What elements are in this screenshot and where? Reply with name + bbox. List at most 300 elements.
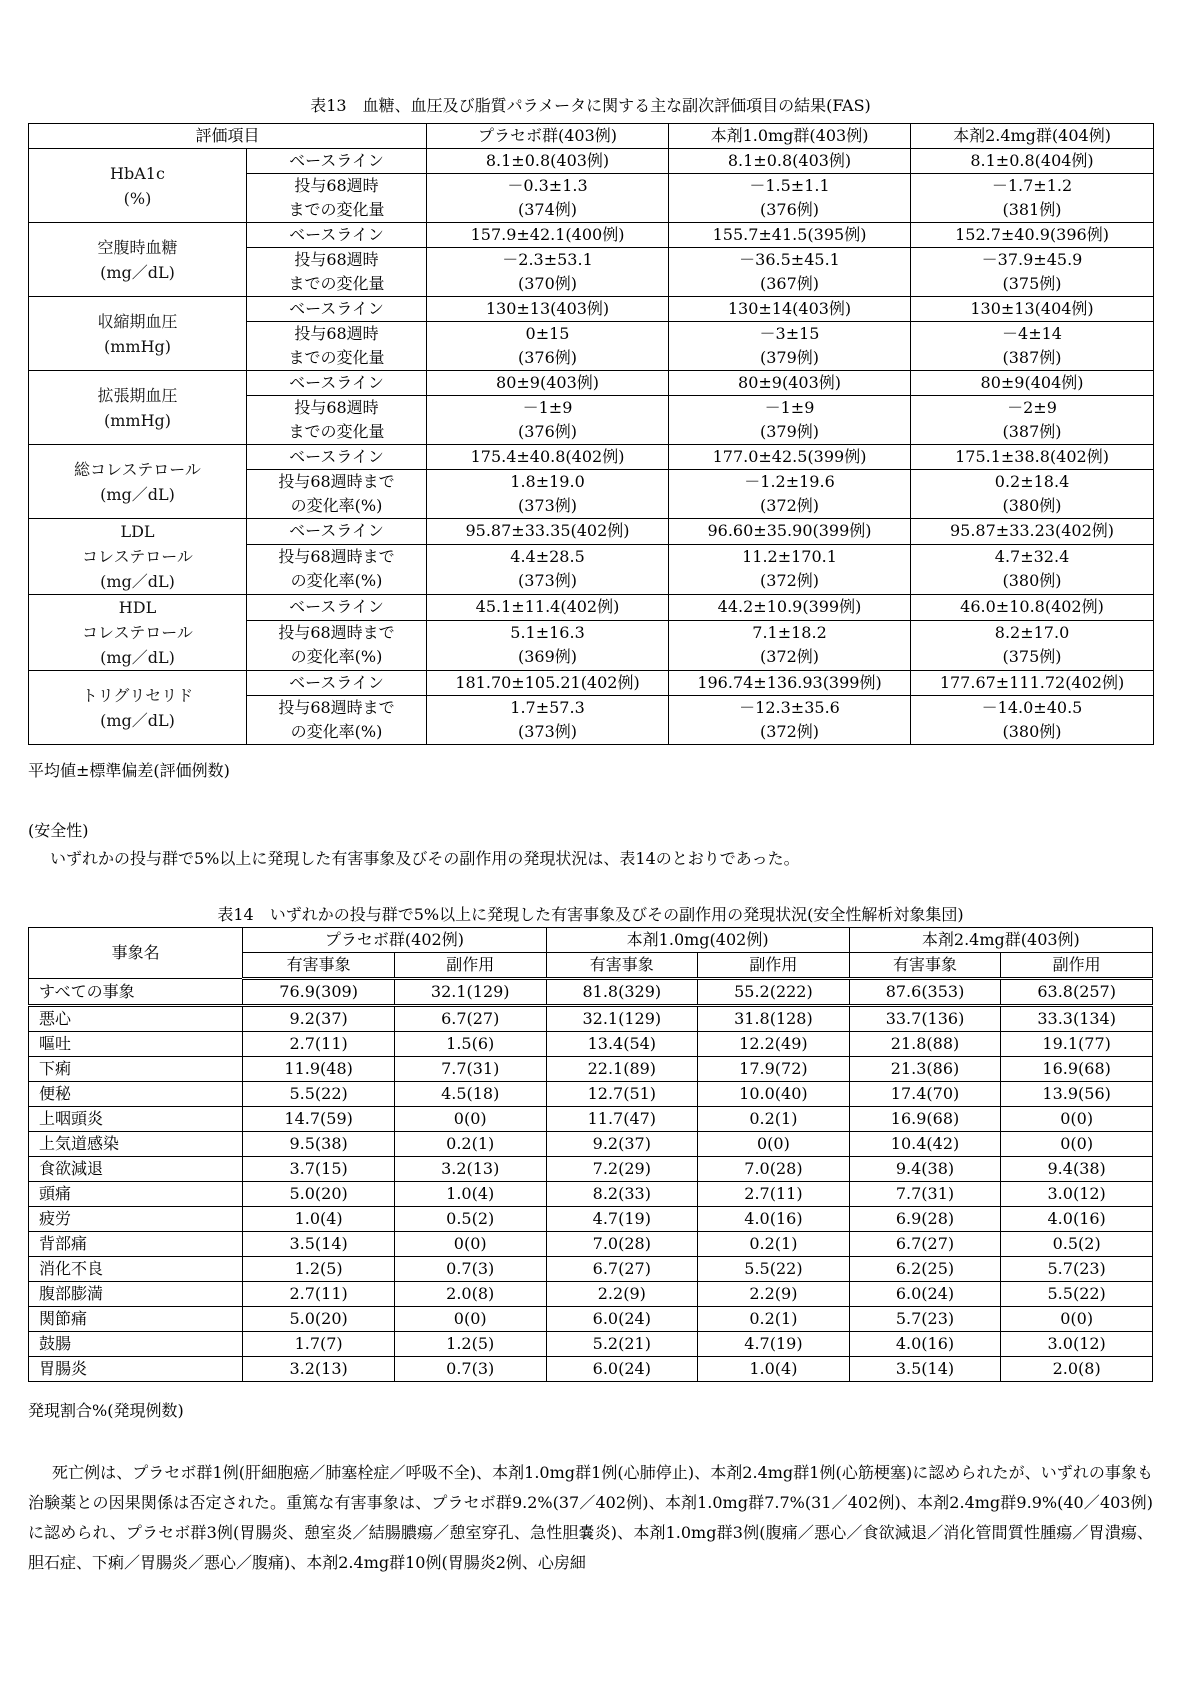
change-n: (381例) [1002,200,1062,219]
table13-baseline-row [29,223,1154,248]
change-n: (373例) [518,571,578,591]
event-value: 6.9(28) [849,1207,1001,1232]
change-label [247,620,427,670]
change-label [247,470,427,519]
change-label-line: までの変化量 [288,422,385,441]
event-value: 2.7(11) [243,1032,395,1057]
baseline-value: 152.7±40.9(396例) [911,223,1154,248]
event-value: 1.0(4) [243,1207,395,1232]
table14 [28,927,1153,1382]
event-value: 0(0) [394,1107,546,1132]
table13-baseline-row [29,595,1154,621]
change-mean-sd: －0.3±1.3 [507,176,588,195]
change-mean-sd: 8.2±17.0 [994,623,1070,643]
event-value: 31.8(128) [698,1006,850,1032]
change-value [427,620,669,670]
change-label [247,174,427,223]
change-n: (376例) [518,348,578,367]
safety-text: いずれかの投与群で5%以上に発現した有害事象及びその副作用の発現状況は、表14のとおりであった。 [50,849,800,868]
subheader-adr: 副作用 [1001,953,1153,979]
baseline-value: 175.4±40.8(402例) [427,445,669,470]
table14-row [29,1006,1153,1032]
change-mean-sd: 4.7±32.4 [994,547,1070,567]
baseline-value: 46.0±10.8(402例) [911,595,1154,621]
event-value: 4.5(18) [394,1082,546,1107]
event-value: 4.0(16) [1001,1207,1153,1232]
item-name-line: 収縮期血圧 [97,311,178,331]
death-paragraph: 死亡例は、プラセボ群1例(肝細胞癌／肺塞栓症／呼吸不全)、本剤1.0mg群1例(心肺停止)、本剤2.4mg群1例(心筋梗塞)に認められたが、いずれの事象も治験薬との因果関係は否定された。重篤な有害事象は、プラセボ群9.2%(37／402例)、本剤1.0mg群7.7%(31／402例)、本剤2.4mg群9.9%(40／403例)に認められ、プラセボ群3例(胃腸炎、憩室炎／結腸膿瘍／憩室穿孔、急性胆嚢炎)、本剤1.0mg群3例(腹痛／悪心／食欲減退／消化管間質性腫瘍／胃潰瘍、胆石症、下痢／胃腸炎／悪心／腹痛)、本剤2.4mg群10例(胃腸炎2例、心房細 [28,1463,1153,1572]
event-value: 0.5(2) [1001,1232,1153,1257]
header-1mg: 本剤1.0mg群(403例) [669,124,911,149]
baseline-value: 196.74±136.93(399例) [669,671,911,696]
event-value: 0(0) [394,1232,546,1257]
event-value: 5.0(20) [243,1182,395,1207]
event-value: 55.2(222) [698,979,850,1006]
event-value: 1.7(7) [243,1332,395,1357]
table14-row [29,1232,1153,1257]
item-name [29,671,247,745]
header-item: 評価項目 [29,124,427,149]
event-name: 上咽頭炎 [29,1107,243,1132]
table14-row [29,1357,1153,1382]
change-value [427,174,669,223]
event-value: 9.4(38) [849,1157,1001,1182]
event-value: 32.1(129) [546,1006,698,1032]
item-name-line: (mg／dL) [100,484,175,504]
event-value: 12.2(49) [698,1032,850,1057]
baseline-value: 177.67±111.72(402例) [911,671,1154,696]
change-value [669,470,911,519]
event-value: 1.5(6) [394,1032,546,1057]
event-value: 0.2(1) [394,1132,546,1157]
table14-row [29,1257,1153,1282]
change-value [427,696,669,745]
change-value [669,544,911,594]
event-value: 9.5(38) [243,1132,395,1157]
event-value: 5.5(22) [698,1257,850,1282]
change-n: (374例) [518,200,578,219]
change-label-line: の変化率(%) [290,571,383,591]
event-value: 9.4(38) [1001,1157,1153,1182]
change-mean-sd: －12.3±35.6 [739,698,840,717]
change-label-line: までの変化量 [288,274,385,293]
change-value [427,470,669,519]
event-value: 6.7(27) [849,1232,1001,1257]
item-name-line: コレステロール [82,623,193,642]
event-value: 3.5(14) [243,1232,395,1257]
event-value: 3.2(13) [243,1357,395,1382]
subheader-adr: 副作用 [698,953,850,979]
event-value: 2.7(11) [698,1182,850,1207]
change-mean-sd: 7.1±18.2 [752,623,827,643]
baseline-value: 130±13(403例) [427,297,669,322]
event-value: 2.2(9) [546,1282,698,1307]
event-value: 6.0(24) [546,1357,698,1382]
change-n: (372例) [760,722,820,741]
change-label-line: 投与68週時 [294,250,379,269]
event-value: 21.3(86) [849,1057,1001,1082]
header-group-2mg: 本剤2.4mg群(403例) [849,928,1152,953]
event-value: 0.2(1) [698,1232,850,1257]
change-mean-sd: 1.8±19.0 [510,472,585,491]
event-value: 7.0(28) [698,1157,850,1182]
table13-note: 平均値±標準偏差(評価例数) [28,761,230,780]
baseline-label: ベースライン [247,671,427,696]
change-n: (369例) [518,647,578,667]
event-value: 0.2(1) [698,1107,850,1132]
change-label-line: 投与68週時まで [278,472,395,491]
change-label-line: の変化率(%) [290,496,383,515]
table14-caption: 表14 いずれかの投与群で5%以上に発現した有害事象及びその副作用の発現状況(安全性解析対象集団) [217,905,964,924]
event-value: 4.0(16) [849,1332,1001,1357]
event-value: 19.1(77) [1001,1032,1153,1057]
change-n: (375例) [1002,647,1062,667]
change-value [911,248,1154,297]
table13-header-row [29,124,1154,149]
event-value: 5.7(23) [1001,1257,1153,1282]
header-placebo: プラセボ群(403例) [427,124,669,149]
table13-baseline-row [29,519,1154,545]
item-name-line: (mg／dL) [100,262,175,282]
event-value: 6.7(27) [546,1257,698,1282]
change-label-line: 投与68週時まで [278,698,395,717]
change-n: (375例) [1002,274,1062,293]
change-n: (380例) [1002,496,1062,515]
item-name-line: (%) [123,188,152,208]
change-n: (370例) [518,274,578,293]
event-name: 鼓腸 [29,1332,243,1357]
subheader-ae: 有害事象 [243,953,395,979]
event-name: 消化不良 [29,1257,243,1282]
change-label-line: の変化率(%) [290,722,383,741]
table14-row [29,1157,1153,1182]
table14-row [29,1207,1153,1232]
change-label-line: 投与68週時 [294,324,379,343]
baseline-value: 80±9(403例) [427,371,669,396]
item-name-line: トリグリセリド [81,685,194,705]
subheader-adr: 副作用 [394,953,546,979]
event-value: 2.0(8) [1001,1357,1153,1382]
change-value [911,696,1154,745]
change-value [427,248,669,297]
item-name-line: (mg／dL) [100,648,175,667]
item-name [29,595,247,671]
baseline-label: ベースライン [247,297,427,322]
change-label-line: 投与68週時 [294,398,379,417]
event-value: 2.2(9) [698,1282,850,1307]
table13 [28,123,1154,745]
change-mean-sd: 0.2±18.4 [994,472,1070,491]
event-value: 2.0(8) [394,1282,546,1307]
event-name: 胃腸炎 [29,1357,243,1382]
change-mean-sd: －37.9±45.9 [981,250,1083,269]
change-mean-sd: －14.0±40.5 [981,698,1083,717]
table13-caption: 表13 血糖、血圧及び脂質パラメータに関する主な副次評価項目の結果(FAS) [310,96,871,115]
event-value: 3.0(12) [1001,1182,1153,1207]
item-name [29,445,247,519]
change-n: (372例) [760,496,820,515]
event-value: 1.2(5) [243,1257,395,1282]
header-2mg: 本剤2.4mg群(404例) [911,124,1154,149]
baseline-value: 130±14(403例) [669,297,911,322]
change-label-line: の変化率(%) [290,647,383,667]
event-value: 0.2(1) [698,1307,850,1332]
event-value: 9.2(37) [546,1132,698,1157]
event-value: 13.9(56) [1001,1082,1153,1107]
item-name [29,519,247,595]
change-n: (387例) [1002,348,1062,367]
baseline-value: 80±9(404例) [911,371,1154,396]
change-label [247,544,427,594]
item-name-line: 総コレステロール [74,459,201,479]
event-value: 0.7(3) [394,1357,546,1382]
baseline-value: 157.9±42.1(400例) [427,223,669,248]
baseline-value: 45.1±11.4(402例) [427,595,669,621]
change-mean-sd: －3±15 [759,324,820,343]
table13-baseline-row [29,149,1154,174]
baseline-label: ベースライン [247,149,427,174]
change-n: (372例) [760,647,820,667]
event-value: 2.7(11) [243,1282,395,1307]
table13-baseline-row [29,445,1154,470]
table14-row [29,1332,1153,1357]
table13-baseline-row [29,297,1154,322]
change-n: (373例) [518,722,578,741]
event-value: 1.2(5) [394,1332,546,1357]
event-name: 食欲減退 [29,1157,243,1182]
item-name [29,371,247,445]
event-name: 便秘 [29,1082,243,1107]
table14-row [29,1082,1153,1107]
change-n: (379例) [760,348,820,367]
change-mean-sd: 5.1±16.3 [510,623,585,643]
item-name-line: HbA1c [110,163,165,183]
change-value [911,544,1154,594]
event-value: 5.5(22) [1001,1282,1153,1307]
change-mean-sd: －36.5±45.1 [739,250,840,269]
event-value: 63.8(257) [1001,979,1153,1006]
event-name: 頭痛 [29,1182,243,1207]
baseline-label: ベースライン [247,595,427,621]
event-value: 3.5(14) [849,1357,1001,1382]
item-name [29,297,247,371]
change-label-line: 投与68週時まで [278,547,395,567]
subheader-ae: 有害事象 [546,953,698,979]
safety-heading: (安全性) [28,821,89,840]
change-mean-sd: －2±9 [1007,398,1057,417]
change-mean-sd: －1±9 [522,398,573,417]
change-n: (373例) [518,496,578,515]
change-n: (372例) [760,571,820,591]
change-mean-sd: －1.7±1.2 [991,176,1073,195]
event-name: 背部痛 [29,1232,243,1257]
event-value: 6.0(24) [546,1307,698,1332]
change-n: (380例) [1002,571,1062,591]
event-value: 0(0) [698,1132,850,1157]
change-label-line: までの変化量 [288,348,385,367]
event-value: 22.1(89) [546,1057,698,1082]
event-value: 0(0) [1001,1132,1153,1157]
event-value: 0(0) [1001,1307,1153,1332]
change-label [247,396,427,445]
event-value: 7.7(31) [394,1057,546,1082]
baseline-value: 8.1±0.8(404例) [911,149,1154,174]
event-value: 1.0(4) [394,1182,546,1207]
baseline-value: 96.60±35.90(399例) [669,519,911,545]
change-value [669,620,911,670]
event-name: 関節痛 [29,1307,243,1332]
item-name-line: 空腹時血糖 [97,237,178,257]
baseline-value: 80±9(403例) [669,371,911,396]
event-name: 上気道感染 [29,1132,243,1157]
change-label-line: までの変化量 [288,200,385,219]
table14-row [29,1282,1153,1307]
event-value: 87.6(353) [849,979,1001,1006]
event-value: 7.0(28) [546,1232,698,1257]
event-value: 6.0(24) [849,1282,1001,1307]
change-label [247,696,427,745]
table14-row [29,1107,1153,1132]
subheader-ae: 有害事象 [849,953,1001,979]
change-mean-sd: －1.2±19.6 [744,472,835,491]
change-value [911,396,1154,445]
event-value: 0(0) [394,1307,546,1332]
change-value [669,396,911,445]
change-n: (376例) [518,422,578,441]
table14-row [29,1307,1153,1332]
event-name: 下痢 [29,1057,243,1082]
change-n: (380例) [1002,722,1062,741]
baseline-value: 8.1±0.8(403例) [669,149,911,174]
item-name-line: (mmHg) [103,336,172,356]
item-name-line: (mg／dL) [100,710,175,730]
change-value [911,620,1154,670]
item-name-line: HDL [118,598,157,617]
baseline-label: ベースライン [247,445,427,470]
table14-row [29,1132,1153,1157]
table14-row [29,979,1153,1006]
baseline-value: 155.7±41.5(395例) [669,223,911,248]
change-value [911,174,1154,223]
event-name: すべての事象 [29,979,243,1006]
event-value: 76.9(309) [243,979,395,1006]
table14-row [29,1032,1153,1057]
event-value: 5.7(23) [849,1307,1001,1332]
event-name: 腹部膨満 [29,1282,243,1307]
change-label [247,322,427,371]
event-value: 32.1(129) [394,979,546,1006]
change-n: (387例) [1002,422,1062,441]
event-value: 1.0(4) [698,1357,850,1382]
baseline-value: 95.87±33.35(402例) [427,519,669,545]
event-value: 17.4(70) [849,1082,1001,1107]
change-value [427,322,669,371]
change-mean-sd: 11.2±170.1 [742,547,837,567]
event-value: 12.7(51) [546,1082,698,1107]
change-value [669,174,911,223]
event-value: 14.7(59) [243,1107,395,1132]
event-value: 8.2(33) [546,1182,698,1207]
event-name: 疲労 [29,1207,243,1232]
event-value: 16.9(68) [849,1107,1001,1132]
event-value: 10.4(42) [849,1132,1001,1157]
item-name-line: コレステロール [82,547,193,566]
event-value: 0.5(2) [394,1207,546,1232]
event-value: 11.7(47) [546,1107,698,1132]
change-mean-sd: 1.7±57.3 [510,698,585,717]
header-group-1mg: 本剤1.0mg(402例) [546,928,849,953]
change-mean-sd: －4±14 [1002,324,1062,343]
header-group-placebo: プラセボ群(402例) [243,928,546,953]
event-value: 17.9(72) [698,1057,850,1082]
event-value: 0.7(3) [394,1257,546,1282]
event-name: 悪心 [29,1006,243,1032]
change-n: (367例) [760,274,820,293]
baseline-label: ベースライン [247,519,427,545]
change-n: (379例) [760,422,820,441]
baseline-value: 177.0±42.5(399例) [669,445,911,470]
baseline-value: 44.2±10.9(399例) [669,595,911,621]
event-value: 7.2(29) [546,1157,698,1182]
event-value: 3.0(12) [1001,1332,1153,1357]
event-value: 6.2(25) [849,1257,1001,1282]
change-mean-sd: －1.5±1.1 [749,176,830,195]
event-value: 4.7(19) [546,1207,698,1232]
change-label-line: 投与68週時 [294,176,379,195]
change-value [911,470,1154,519]
change-value [427,396,669,445]
event-value: 9.2(37) [243,1006,395,1032]
event-value: 10.0(40) [698,1082,850,1107]
baseline-value: 175.1±38.8(402例) [911,445,1154,470]
item-name-line: (mg／dL) [100,572,175,591]
table14-note: 発現割合%(発現例数) [28,1401,184,1420]
item-name [29,223,247,297]
change-mean-sd: 4.4±28.5 [510,547,585,567]
event-value: 81.8(329) [546,979,698,1006]
baseline-label: ベースライン [247,223,427,248]
baseline-value: 181.70±105.21(402例) [427,671,669,696]
event-value: 5.2(21) [546,1332,698,1357]
event-value: 3.7(15) [243,1157,395,1182]
event-value: 33.7(136) [849,1006,1001,1032]
event-name: 嘔吐 [29,1032,243,1057]
table13-baseline-row [29,671,1154,696]
change-value [669,322,911,371]
change-mean-sd: －1±9 [764,398,815,417]
change-value [669,248,911,297]
baseline-value: 8.1±0.8(403例) [427,149,669,174]
item-name [29,149,247,223]
change-label-line: 投与68週時まで [278,623,395,643]
baseline-label: ベースライン [247,371,427,396]
event-value: 4.0(16) [698,1207,850,1232]
event-value: 7.7(31) [849,1182,1001,1207]
event-value: 33.3(134) [1001,1006,1153,1032]
event-value: 5.5(22) [243,1082,395,1107]
event-value: 21.8(88) [849,1032,1001,1057]
event-value: 16.9(68) [1001,1057,1153,1082]
header-event: 事象名 [29,928,243,979]
baseline-value: 130±13(404例) [911,297,1154,322]
change-value [911,322,1154,371]
change-label [247,248,427,297]
event-value: 13.4(54) [546,1032,698,1057]
table14-header-row-1 [29,928,1153,953]
event-value: 5.0(20) [243,1307,395,1332]
event-value: 4.7(19) [698,1332,850,1357]
item-name-line: LDL [120,522,155,541]
